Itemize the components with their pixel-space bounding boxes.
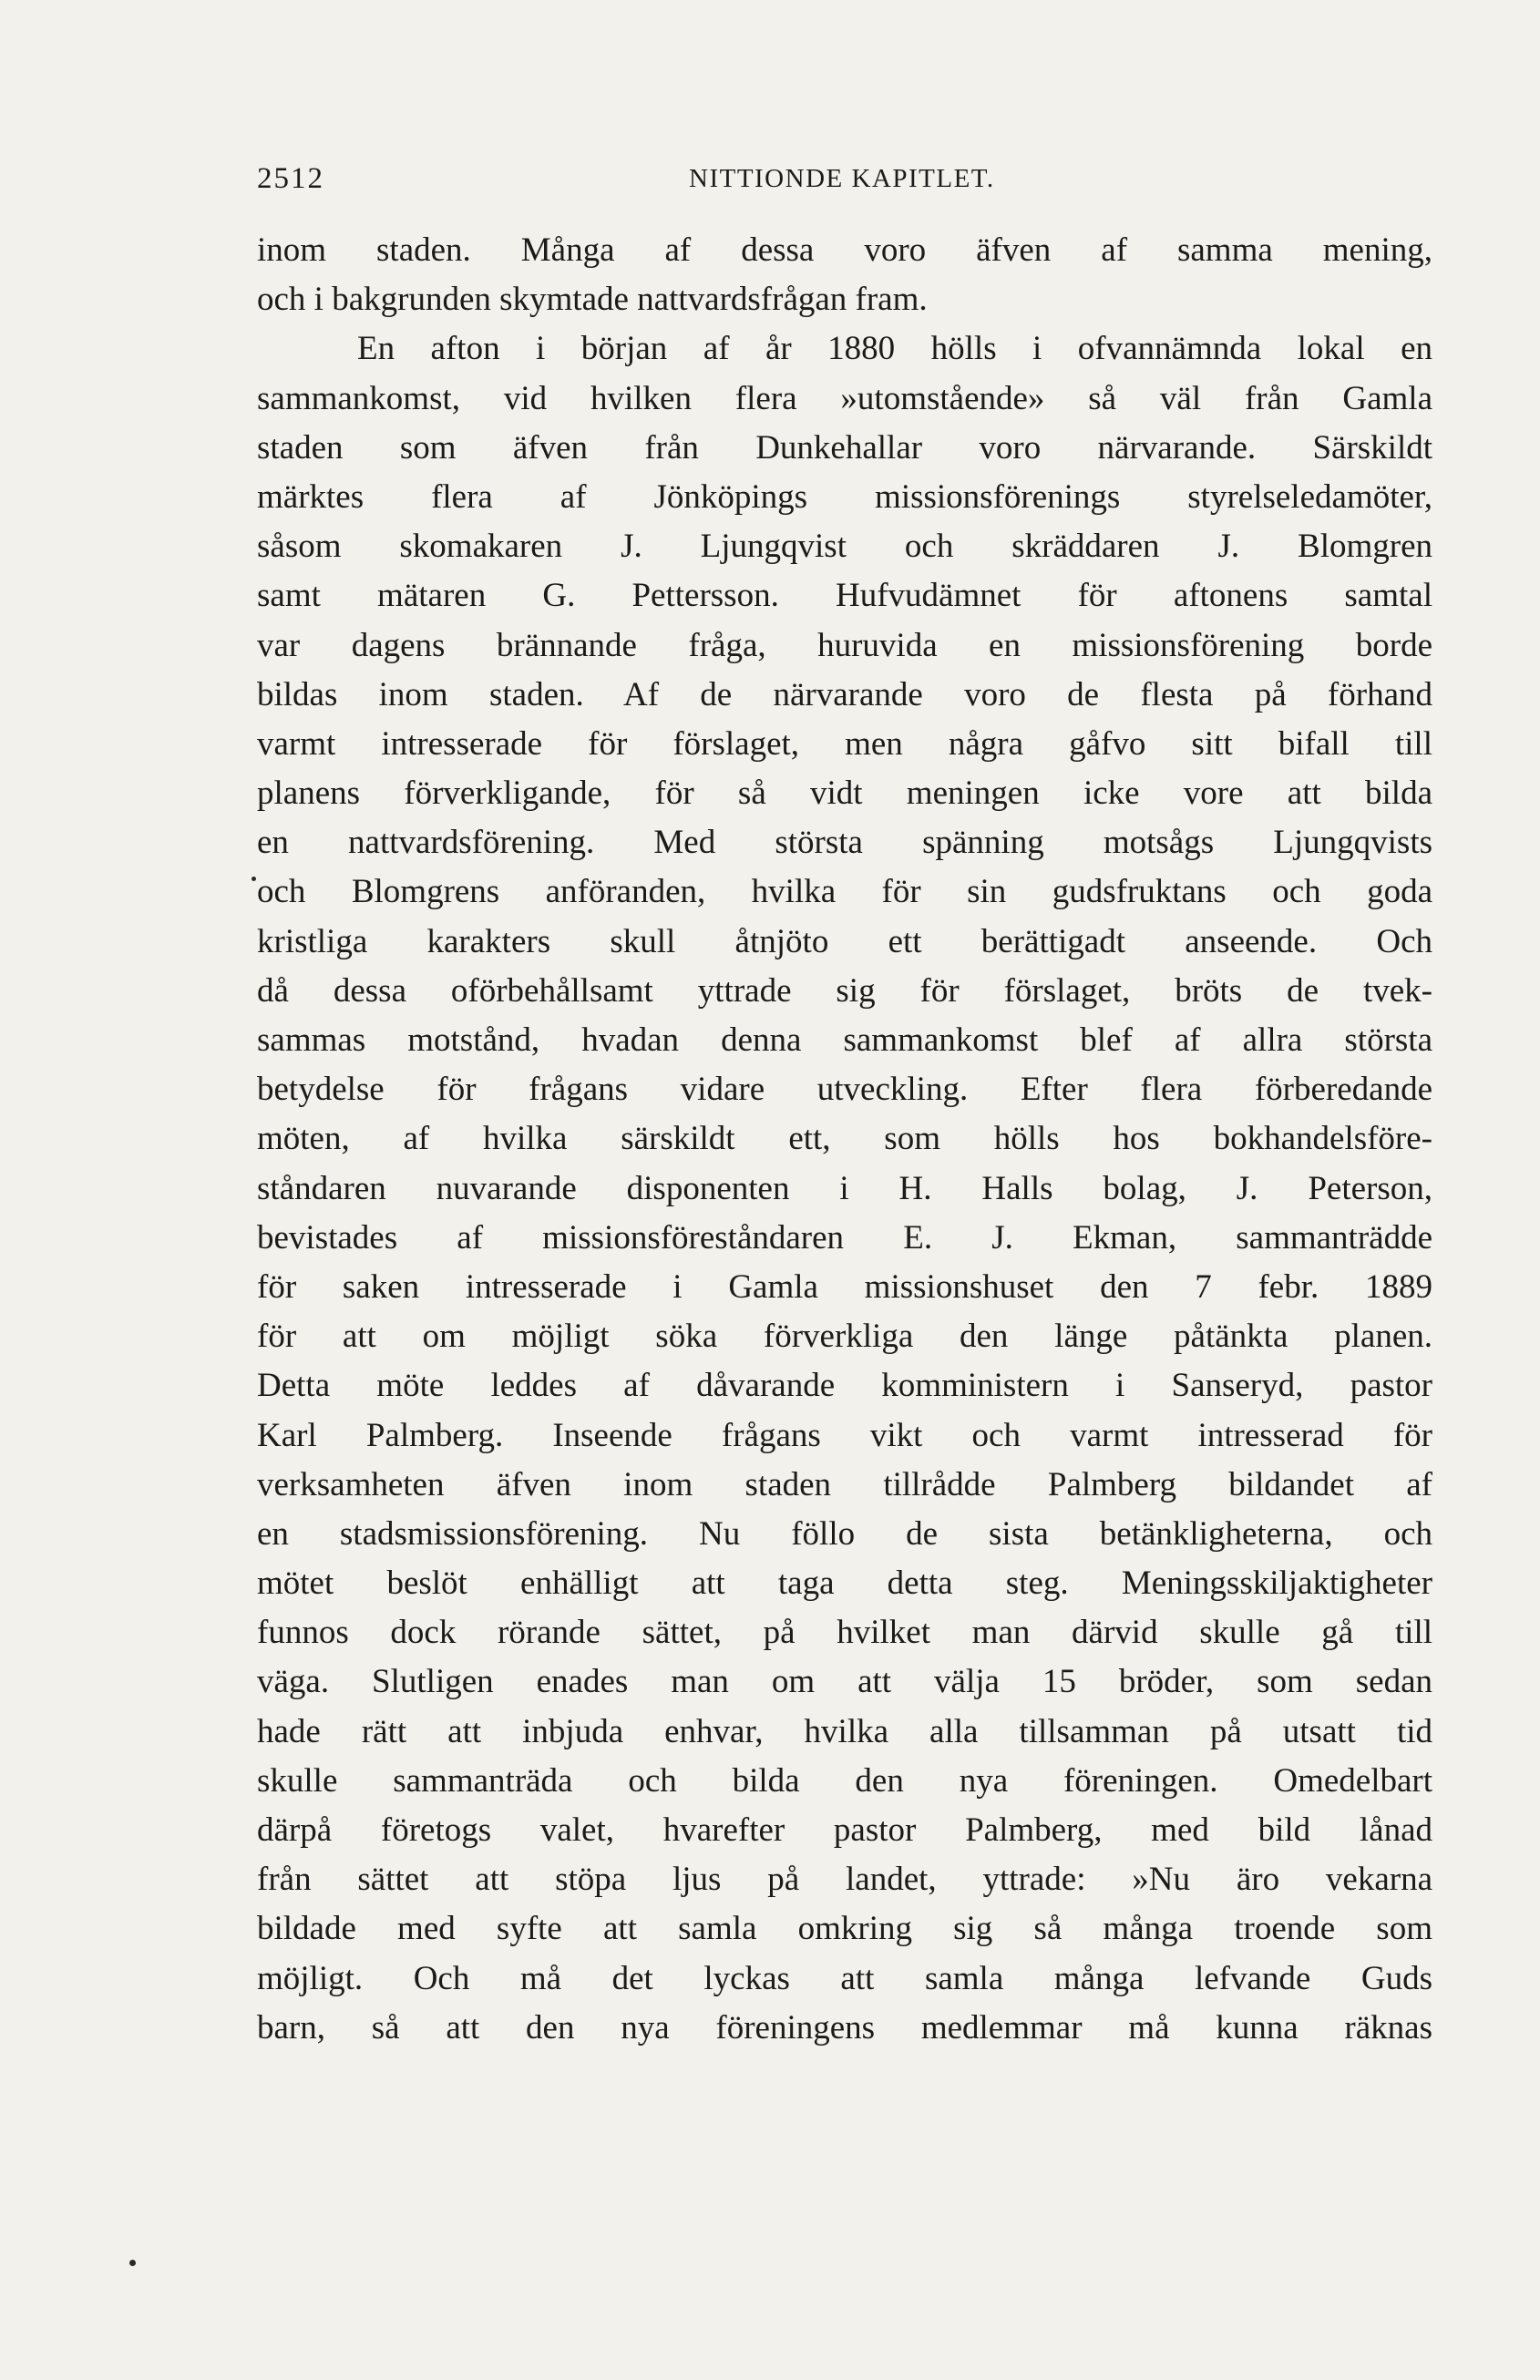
text-line: funnos dock rörande sättet, på hvilket man därvid skulle gå till <box>257 1614 1432 1652</box>
text-line: varmt intresserade för förslaget, men några gåfvo sitt bifall till <box>257 724 1432 763</box>
text-line: hade rätt att inbjuda enhvar, hvilka alla tillsamman på utsatt tid <box>257 1712 1432 1750</box>
text-line: och i bakgrunden skymtade nattvardsfrågan fram. <box>257 281 928 319</box>
text-line: En afton i början af år 1880 hölls i ofvannämnda lokal en <box>357 330 1432 368</box>
text-line: ståndaren nuvarande disponenten i H. Halls bolag, J. Peterson, <box>257 1169 1432 1207</box>
text-line: väga. Slutligen enades man om att välja 15 bröder, som sedan <box>257 1663 1432 1701</box>
text-line: då dessa oförbehållsamt yttrade sig för förslaget, bröts de tvek- <box>257 971 1432 1010</box>
text-line: var dagens brännande fråga, huruvida en missionsförening borde <box>257 626 1432 664</box>
text-line: barn, så att den nya föreningens medlemmar må kunna räknas <box>257 2008 1432 2047</box>
text-line: möten, af hvilka särskildt ett, som hölls hos bokhandelsföre- <box>257 1120 1432 1158</box>
ink-speck <box>129 2260 136 2266</box>
text-line: från sättet att stöpa ljus på landet, yttrade: »Nu äro vekarna <box>257 1861 1432 1899</box>
ink-speck <box>252 877 256 881</box>
text-line: skulle sammanträda och bilda den nya föreningen. Omedelbart <box>257 1761 1432 1800</box>
page-number: 2512 <box>257 162 324 195</box>
text-line: kristliga karakters skull åtnjöto ett berättigadt anseende. Och <box>257 922 1432 960</box>
text-line: möjligt. Och må det lyckas att samla många lefvande Guds <box>257 1959 1432 1997</box>
text-line: därpå företogs valet, hvarefter pastor Palmberg, med bild lånad <box>257 1811 1432 1849</box>
text-line: planens förverkligande, för så vidt meningen icke vore att bilda <box>257 775 1432 813</box>
text-line: Detta möte leddes af dåvarande komministern i Sanseryd, pastor <box>257 1367 1432 1405</box>
text-line: märktes flera af Jönköpings missionsförenings styrelseledamöter, <box>257 477 1432 516</box>
text-line: en stadsmissionsförening. Nu föllo de sista betänkligheterna, och <box>257 1514 1432 1553</box>
text-line: samt mätaren G. Pettersson. Hufvudämnet för aftonens samtal <box>257 577 1432 615</box>
body-text <box>257 226 1432 2053</box>
text-line: Karl Palmberg. Inseende frågans vikt och varmt intresserad för <box>257 1416 1432 1454</box>
text-line: sammankomst, vid hvilken flera »utomstående» så väl från Gamla <box>257 379 1432 417</box>
text-line: en nattvardsförening. Med största spänning motsågs Ljungqvists <box>257 824 1432 862</box>
text-line: inom staden. Många af dessa voro äfven af samma mening, <box>257 231 1432 269</box>
text-line: verksamheten äfven inom staden tillrådde Palmberg bildandet af <box>257 1465 1432 1503</box>
page-header <box>257 162 1432 208</box>
running-head: NITTIONDE KAPITLET. <box>689 164 995 193</box>
text-line: såsom skomakaren J. Ljungqvist och skräddaren J. Blomgren <box>257 528 1432 566</box>
text-line: för saken intresserade i Gamla missionshuset den 7 febr. 1889 <box>257 1267 1432 1306</box>
text-line: för att om möjligt söka förverkliga den länge påtänkta planen. <box>257 1318 1432 1356</box>
text-line: staden som äfven från Dunkehallar voro närvarande. Särskildt <box>257 428 1432 467</box>
text-line: bevistades af missionsföreståndaren E. J. Ekman, sammanträdde <box>257 1218 1432 1257</box>
text-line: mötet beslöt enhälligt att taga detta steg. Meningsskiljaktigheter <box>257 1564 1432 1603</box>
text-line: och Blomgrens anföranden, hvilka för sin gudsfruktans och goda <box>257 873 1432 911</box>
text-line: betydelse för frågans vidare utveckling. Efter flera förberedande <box>257 1071 1432 1109</box>
text-line: sammas motstånd, hvadan denna sammankomst blef af allra största <box>257 1021 1432 1059</box>
text-line: bildas inom staden. Af de närvarande voro de flesta på förhand <box>257 675 1432 713</box>
text-line: bildade med syfte att samla omkring sig så många troende som <box>257 1910 1432 1948</box>
